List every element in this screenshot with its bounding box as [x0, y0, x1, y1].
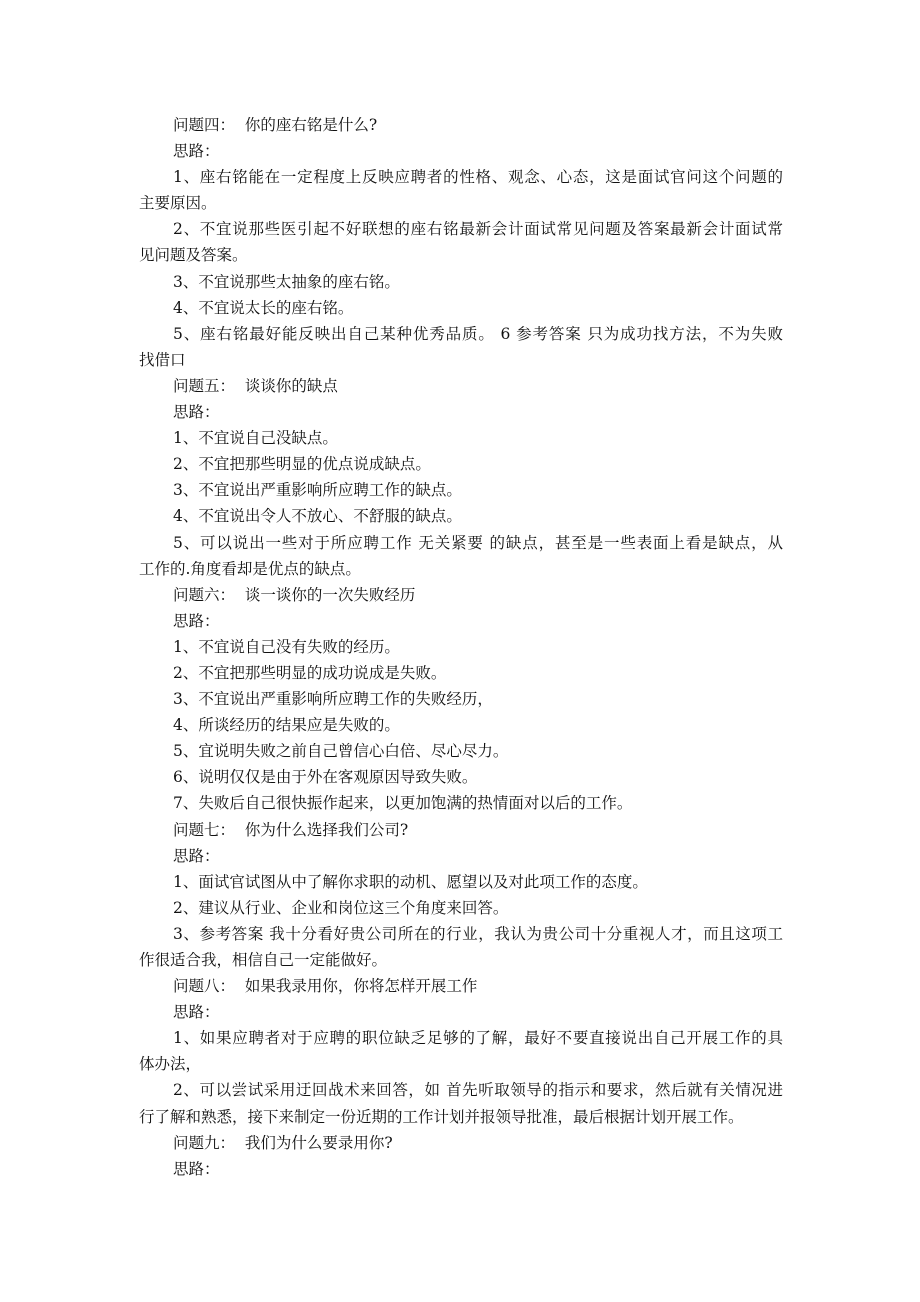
question-heading: 问题六： 谈一谈你的一次失败经历: [173, 585, 416, 604]
paragraph-continuation: 工作的.角度看却是优点的缺点。: [139, 559, 361, 578]
list-item: 1、不宜说自己没缺点。: [173, 429, 338, 448]
approach-label: 思路：: [173, 142, 220, 161]
list-item: 2、建议从行业、企业和岗位这三个角度来回答。: [173, 898, 509, 917]
paragraph-line: 3、参考答案 我十分看好贵公司所在的行业，我认为贵公司十分重视人才，而且这项工: [173, 924, 783, 943]
list-item: 4、所谈经历的结果应是失败的。: [173, 716, 400, 735]
approach-label: 思路：: [173, 846, 220, 865]
question-heading: 问题五： 谈谈你的缺点: [173, 376, 338, 395]
question-heading: 问题八： 如果我录用你，你将怎样开展工作: [173, 977, 478, 996]
list-item: 3、不宜说出严重影响所应聘工作的失败经历，: [173, 690, 493, 709]
document-body: [139, 112, 783, 1182]
paragraph-line: 2、可以尝试采用迂回战术来回答，如 首先听取领导的指示和要求，然后就有关情况进: [173, 1081, 783, 1100]
paragraph-continuation: 找借口: [139, 350, 186, 369]
approach-label: 思路：: [173, 611, 220, 630]
paragraph-continuation: 体办法，: [139, 1055, 202, 1074]
paragraph-continuation: 作很适合我，相信自己一定能做好。: [139, 951, 388, 969]
list-item: 1、面试官试图从中了解你求职的动机、愿望以及对此项工作的态度。: [173, 872, 648, 891]
paragraph-continuation: 主要原因。: [139, 194, 217, 213]
paragraph-continuation: 见问题及答案。: [139, 246, 248, 265]
list-item: 1、不宜说自己没有失败的经历。: [173, 637, 400, 656]
list-item: 3、不宜说出严重影响所应聘工作的缺点。: [173, 481, 462, 500]
paragraph-line: 2、不宜说那些医引起不好联想的座右铭最新会计面试常见问题及答案最新会计面试常: [173, 220, 783, 239]
list-item: 7、失败后自己很快振作起来，以更加饱满的热情面对以后的工作。: [173, 794, 633, 813]
approach-label: 思路：: [173, 1159, 220, 1178]
paragraph-continuation: 行了解和熟悉，接下来制定一份近期的工作计划并报领导批准，最后根据计划开展工作。: [139, 1107, 744, 1126]
list-item: 2、不宜把那些明显的成功说成是失败。: [173, 663, 447, 682]
approach-label: 思路：: [173, 403, 220, 422]
paragraph-line: 1、如果应聘者对于应聘的职位缺乏足够的了解，最好不要直接说出自己开展工作的具: [173, 1029, 783, 1048]
list-item: 2、不宜把那些明显的优点说成缺点。: [173, 455, 431, 474]
paragraph-line: 1、座右铭能在一定程度上反映应聘者的性格、观念、心态，这是面试官问这个问题的: [173, 168, 783, 187]
question-heading: 问题七： 你为什么选择我们公司?: [173, 820, 409, 839]
list-item: 3、不宜说那些太抽象的座右铭。: [173, 272, 400, 291]
paragraph-line: 5、可以说出一些对于所应聘工作 无关紧要 的缺点，甚至是一些表面上看是缺点，从: [173, 533, 783, 552]
question-heading: 问题四： 你的座右铭是什么?: [173, 116, 378, 134]
list-item: 6、说明仅仅是由于外在客观原因导致失败。: [173, 768, 478, 787]
question-heading: 问题九： 我们为什么要录用你?: [173, 1133, 393, 1152]
list-item: 4、不宜说太长的座右铭。: [173, 298, 354, 317]
paragraph-line: 5、座右铭最好能反映出自己某种优秀品质。 6 参考答案 只为成功找方法，不为失败: [173, 324, 783, 343]
list-item: 4、不宜说出令人不放心、不舒服的缺点。: [173, 507, 462, 526]
list-item: 5、宜说明失败之前自己曾信心白倍、尽心尽力。: [173, 742, 509, 761]
approach-label: 思路：: [173, 1003, 220, 1022]
